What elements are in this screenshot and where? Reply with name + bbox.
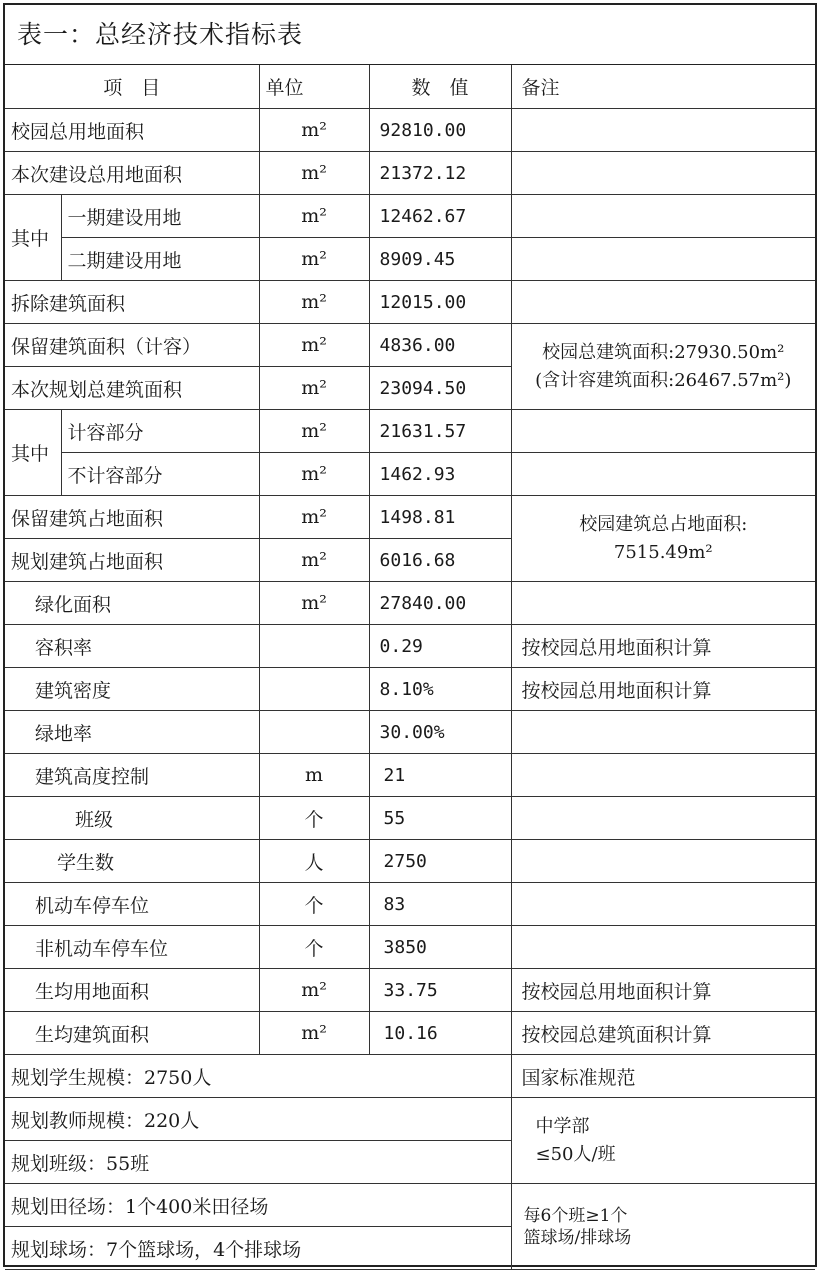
row-unit: m² (259, 453, 369, 496)
row-item: 拆除建筑面积 (5, 281, 259, 324)
table-row (5, 109, 815, 152)
row-item: 机动车停车位 (5, 883, 259, 926)
row-item: 班级 (5, 797, 259, 840)
table-row (5, 883, 815, 926)
row-unit: 个 (259, 926, 369, 969)
row-note (511, 281, 815, 324)
row-note (511, 926, 815, 969)
row-value: 4836.00 (369, 324, 511, 367)
row-value: 33.75 (369, 969, 511, 1012)
table-row (5, 281, 815, 324)
row-unit: m² (259, 324, 369, 367)
row-value: 3850 (369, 926, 511, 969)
row-item: 二期建设用地 (61, 238, 259, 281)
indicator-table (5, 65, 815, 1270)
table-row (5, 496, 815, 539)
row-value: 12462.67 (369, 195, 511, 238)
table-row (5, 453, 815, 496)
row-note-footprint: 校园建筑总占地面积: 7515.49m² (511, 496, 815, 582)
row-note (511, 754, 815, 797)
row-value: 27840.00 (369, 582, 511, 625)
indicator-table-sheet (3, 3, 817, 1267)
row-value: 21631.57 (369, 410, 511, 453)
row-value: 1498.81 (369, 496, 511, 539)
row-unit: m² (259, 496, 369, 539)
row-item: 计容部分 (61, 410, 259, 453)
row-value: 12015.00 (369, 281, 511, 324)
row-value: 92810.00 (369, 109, 511, 152)
table-row (5, 625, 815, 668)
row-unit (259, 711, 369, 754)
table-row (5, 754, 815, 797)
row-note: 按校园总用地面积计算 (511, 625, 815, 668)
row-unit: m² (259, 367, 369, 410)
row-note (511, 797, 815, 840)
plan-class-note: 中学部 ≤50人/班 (511, 1098, 815, 1184)
table-row (5, 797, 815, 840)
row-unit (259, 668, 369, 711)
row-unit: m² (259, 238, 369, 281)
row-note (511, 410, 815, 453)
row-note-building-area: 校园总建筑面积:27930.50m² (含计容建筑面积:26467.57m²) (511, 324, 815, 410)
table-title: 表一：总经济技术指标表 (5, 5, 815, 65)
row-unit: m² (259, 281, 369, 324)
row-unit: m (259, 754, 369, 797)
plan-row (5, 1098, 815, 1141)
plan-students-note: 国家标准规范 (511, 1055, 815, 1098)
table-row (5, 840, 815, 883)
table-row (5, 711, 815, 754)
row-item: 本次规划总建筑面积 (5, 367, 259, 410)
row-item: 一期建设用地 (61, 195, 259, 238)
table-row (5, 195, 815, 238)
row-unit: m² (259, 109, 369, 152)
row-note (511, 109, 815, 152)
row-note (511, 453, 815, 496)
table-row (5, 582, 815, 625)
plan-track: 规划田径场：1个400米田径场 (5, 1184, 511, 1227)
plan-courts: 规划球场：7个篮球场，4个排球场 (5, 1227, 511, 1270)
row-unit: 人 (259, 840, 369, 883)
row-value: 2750 (369, 840, 511, 883)
plan-court-note: 每6个班≥1个 篮球场/排球场 (511, 1184, 815, 1270)
row-value: 0.29 (369, 625, 511, 668)
row-unit: m² (259, 1012, 369, 1055)
table-row (5, 410, 815, 453)
row-note (511, 840, 815, 883)
row-item: 不计容部分 (61, 453, 259, 496)
header-unit: 单位 (259, 65, 369, 109)
table-row (5, 668, 815, 711)
row-item: 保留建筑占地面积 (5, 496, 259, 539)
row-value: 21 (369, 754, 511, 797)
row-unit: m² (259, 152, 369, 195)
row-note (511, 152, 815, 195)
row-item: 校园总用地面积 (5, 109, 259, 152)
row-value: 83 (369, 883, 511, 926)
row-unit: m² (259, 539, 369, 582)
table-row (5, 1012, 815, 1055)
row-value: 23094.50 (369, 367, 511, 410)
table-row (5, 152, 815, 195)
row-value: 6016.68 (369, 539, 511, 582)
row-note (511, 195, 815, 238)
plan-teachers: 规划教师规模：220人 (5, 1098, 511, 1141)
group-label: 其中 (5, 195, 61, 281)
row-unit: m² (259, 195, 369, 238)
row-item: 非机动车停车位 (5, 926, 259, 969)
row-unit (259, 625, 369, 668)
row-item: 规划建筑占地面积 (5, 539, 259, 582)
table-row (5, 238, 815, 281)
row-value: 10.16 (369, 1012, 511, 1055)
row-item: 建筑密度 (5, 668, 259, 711)
plan-row (5, 1184, 815, 1227)
row-unit: m² (259, 969, 369, 1012)
row-unit: 个 (259, 883, 369, 926)
table-row (5, 969, 815, 1012)
group-label: 其中 (5, 410, 61, 496)
plan-students: 规划学生规模：2750人 (5, 1055, 511, 1098)
row-item: 本次建设总用地面积 (5, 152, 259, 195)
row-item: 生均用地面积 (5, 969, 259, 1012)
row-value: 21372.12 (369, 152, 511, 195)
row-unit: 个 (259, 797, 369, 840)
row-value: 30.00% (369, 711, 511, 754)
row-note: 按校园总建筑面积计算 (511, 1012, 815, 1055)
row-unit: m² (259, 582, 369, 625)
row-note (511, 582, 815, 625)
row-value: 55 (369, 797, 511, 840)
row-note (511, 711, 815, 754)
plan-classes: 规划班级：55班 (5, 1141, 511, 1184)
row-value: 8.10% (369, 668, 511, 711)
row-item: 建筑高度控制 (5, 754, 259, 797)
row-item: 生均建筑面积 (5, 1012, 259, 1055)
row-item: 保留建筑面积（计容） (5, 324, 259, 367)
row-note (511, 883, 815, 926)
row-item: 绿化面积 (5, 582, 259, 625)
header-value: 数 值 (369, 65, 511, 109)
row-value: 8909.45 (369, 238, 511, 281)
row-note (511, 238, 815, 281)
table-row (5, 324, 815, 367)
row-note: 按校园总用地面积计算 (511, 969, 815, 1012)
header-note: 备注 (511, 65, 815, 109)
row-item: 学生数 (5, 840, 259, 883)
header-item: 项 目 (5, 65, 259, 109)
plan-row (5, 1055, 815, 1098)
row-value: 1462.93 (369, 453, 511, 496)
row-note: 按校园总用地面积计算 (511, 668, 815, 711)
row-item: 容积率 (5, 625, 259, 668)
row-item: 绿地率 (5, 711, 259, 754)
table-row (5, 926, 815, 969)
header-row (5, 65, 815, 109)
row-unit: m² (259, 410, 369, 453)
